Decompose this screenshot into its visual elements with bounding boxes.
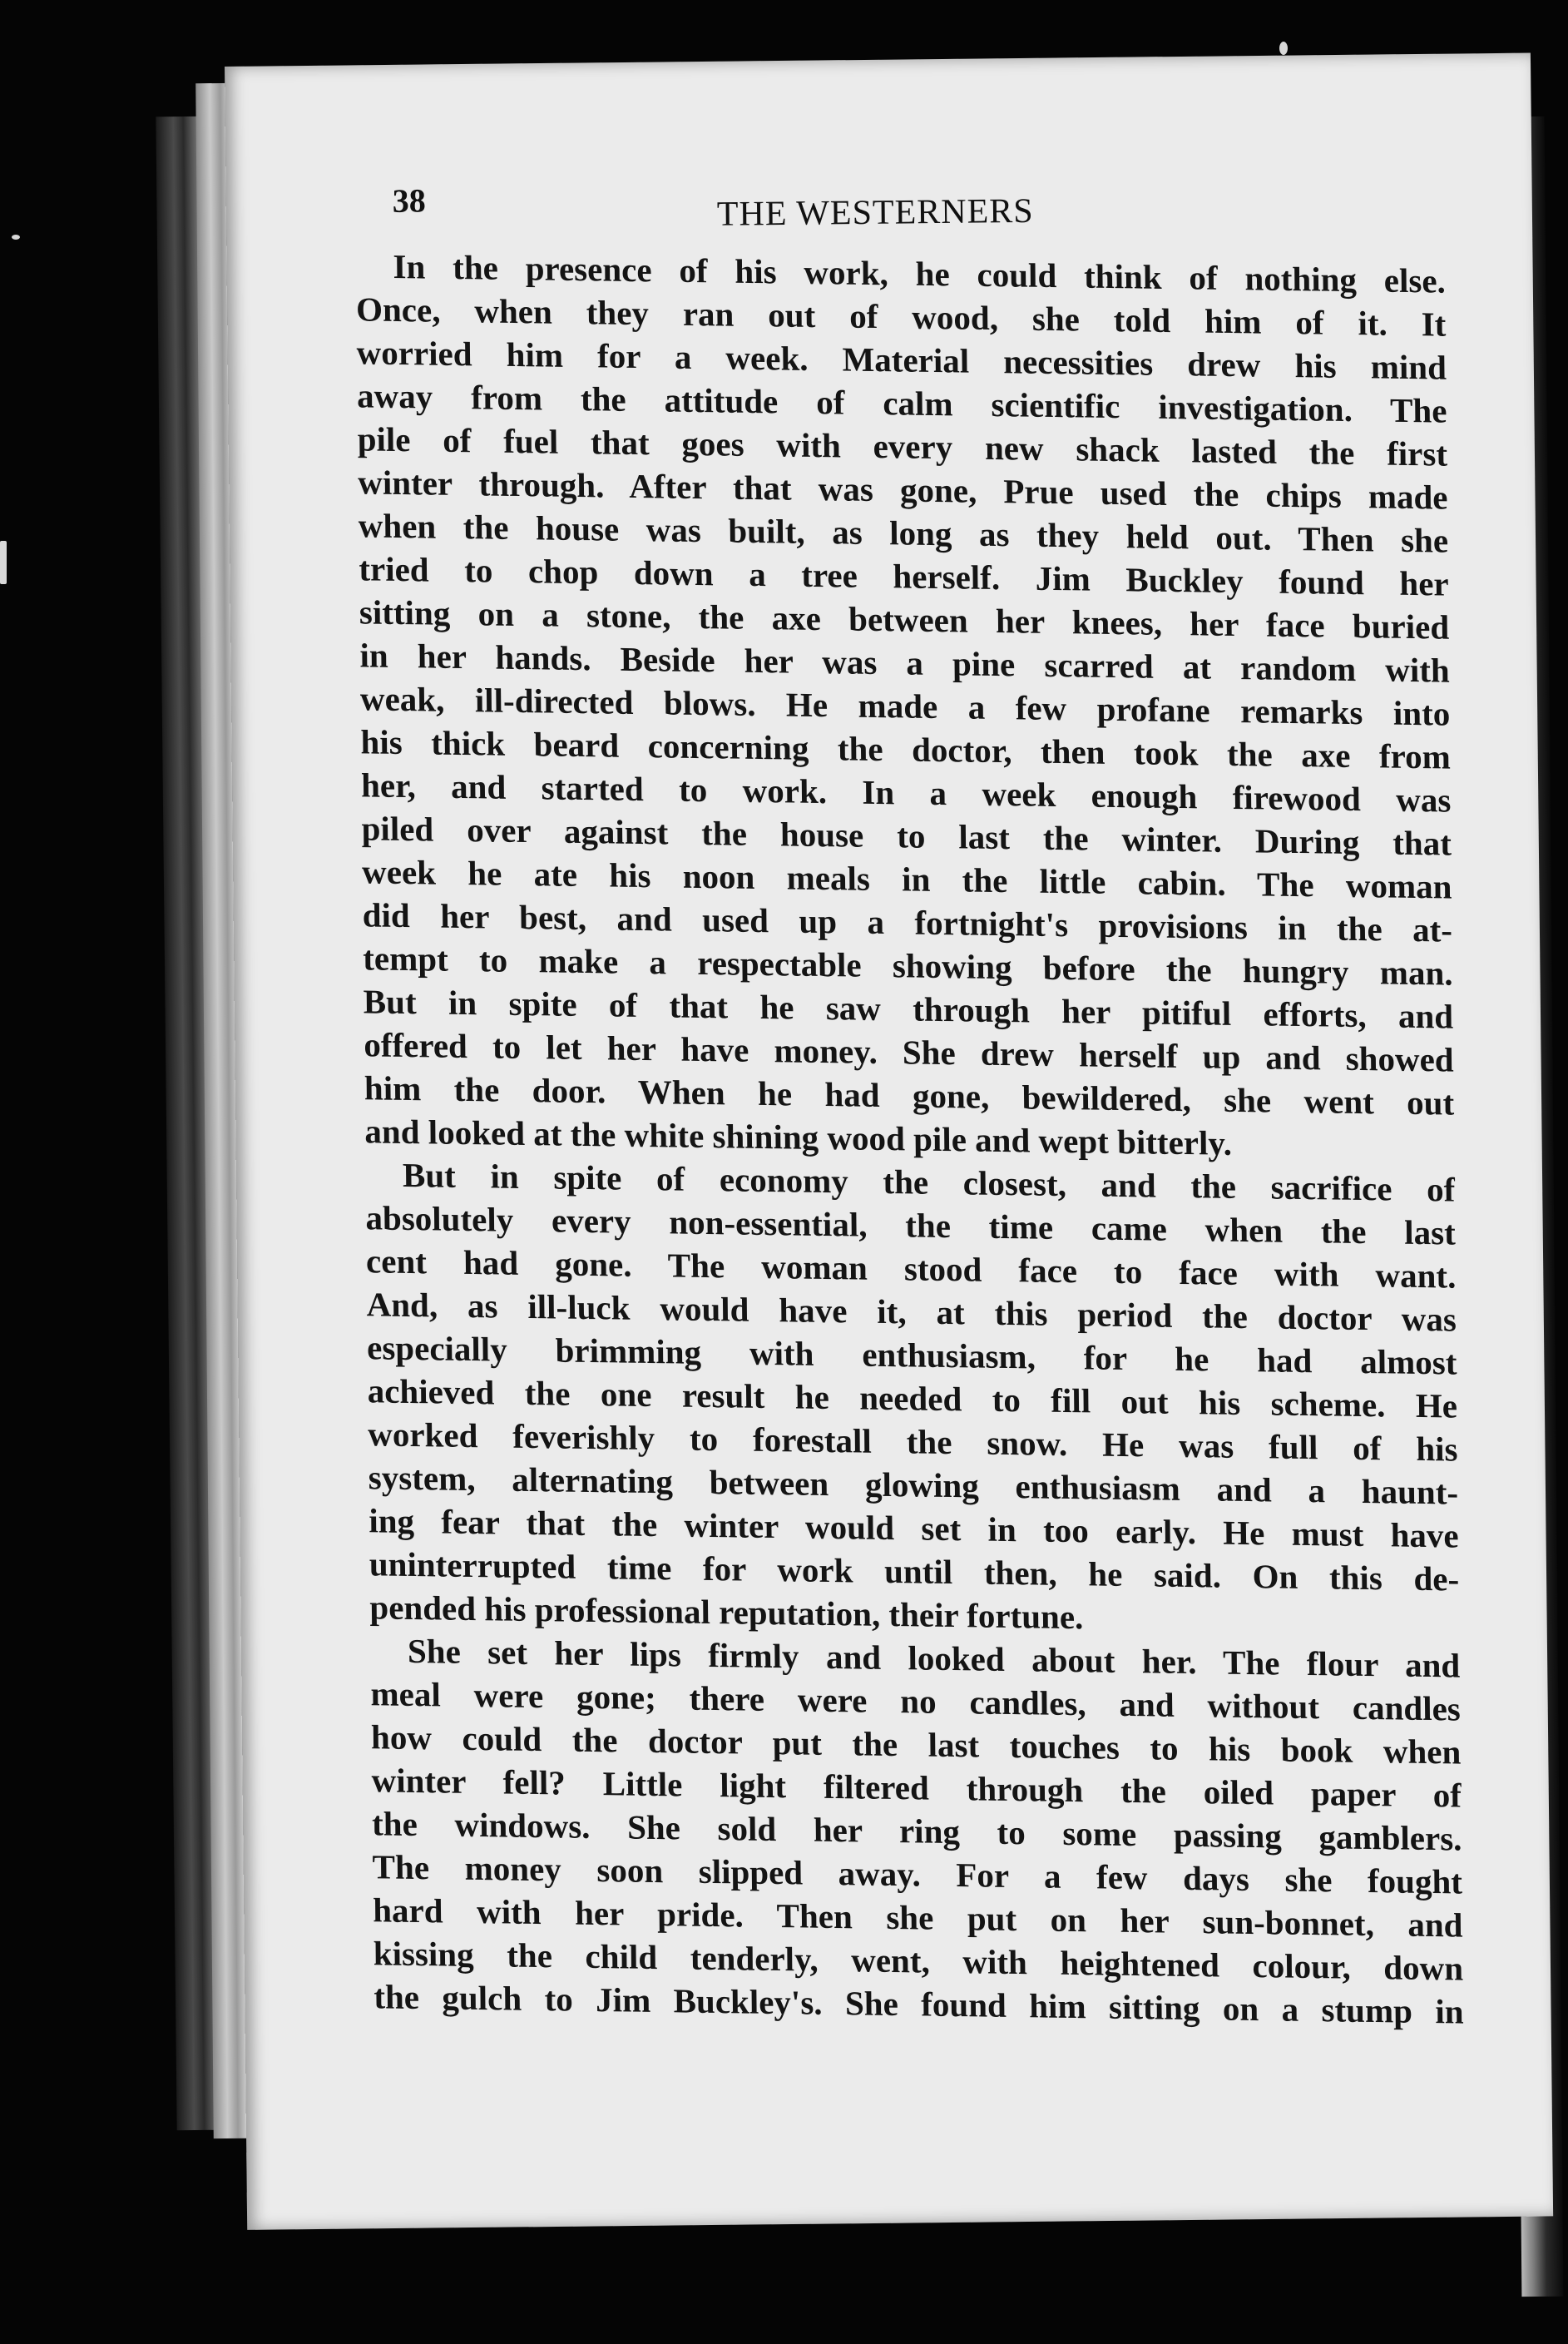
text-line: him the door. When he had gone, bewildered, she went out: [364, 1068, 1455, 1122]
text-line: especially brimming with enthusiasm, for he had almost: [366, 1328, 1457, 1382]
text-line: Once, when they ran out of wood, she told him of it. It: [355, 290, 1447, 344]
text-line: the windows. She sold her ring to some passing gamblers.: [371, 1804, 1462, 1858]
text-line: And, as ill-luck would have it, at this period the doctor was: [366, 1285, 1457, 1339]
text-line: piled over against the house to last the winter. During that: [361, 809, 1452, 863]
scan-speck: [0, 541, 7, 584]
scan-speck: [1279, 42, 1288, 55]
text-line: and looked at the white shining wood pile and wept bitterly.: [364, 1112, 1233, 1162]
text-line: offered to let her have money. She drew herself up and showed: [364, 1025, 1454, 1079]
text-line: his thick beard concerning the doctor, then took the axe from: [360, 722, 1452, 776]
text-line: the gulch to Jim Buckley's. She found him sitting on a stump in: [373, 1977, 1464, 2031]
scan-speck: [12, 235, 20, 240]
text-line: away from the attitude of calm scientific investigation. The: [356, 376, 1447, 430]
text-line: tempt to make a respectable showing before the hungry man.: [362, 939, 1453, 993]
text-line: But in spite of that he saw through her pitiful efforts, and: [363, 982, 1454, 1036]
text-line: meal were gone; there were no candles, and without candles: [370, 1674, 1461, 1728]
text-line: winter fell? Little light filtered through the oiled paper of: [371, 1761, 1462, 1815]
text-line: sitting on a stone, the axe between her knees, her face buried: [359, 592, 1450, 647]
text-line: worked feverishly to forestall the snow. He was full of his: [367, 1415, 1458, 1469]
page-number: 38: [392, 181, 426, 220]
text-line: in her hands. Beside her was a pine scarred at random with: [359, 636, 1450, 690]
text-line: how could the doctor put the last touches to his book when: [370, 1717, 1462, 1772]
text-line: worried him for a week. Material necessities drew his mind: [356, 333, 1447, 387]
text-line: pile of fuel that goes with every new shack lasted the first: [357, 419, 1448, 473]
text-line: her, and started to work. In a week enough firewood was: [360, 766, 1452, 820]
text-line: did her best, and used up a fortnight's provisions in the at-: [362, 895, 1453, 949]
text-line: when the house was built, as long as they held out. Then she: [358, 506, 1449, 560]
text-line: tried to chop down a tree herself. Jim Buckley found her: [359, 549, 1449, 603]
text-line: system, alternating between glowing enthusiasm and a haunt-: [368, 1458, 1459, 1512]
text-line: She set her lips firmly and looked about her. The flour and: [407, 1631, 1461, 1685]
text-line: The money soon slipped away. For a few days she fought: [372, 1847, 1463, 1901]
running-head: THE WESTERNERS: [716, 191, 1034, 234]
text-line: kissing the child tenderly, went, with heightened colour, down: [373, 1934, 1464, 1988]
text-line: In the presence of his work, he could think of nothing else.: [393, 246, 1447, 300]
text-line: ing fear that the winter would set in too early. He must have: [369, 1501, 1459, 1555]
text-line: pended his professional reputation, their fortune.: [369, 1588, 1084, 1637]
text-line: But in spite of economy the closest, and the sacrifice of: [402, 1155, 1456, 1209]
text-line: uninterrupted time for work until then, he said. On this de-: [369, 1544, 1460, 1598]
text-line: week he ate his noon meals in the little cabin. The woman: [361, 852, 1452, 906]
text-line: cent had gone. The woman stood face to face with want.: [365, 1241, 1457, 1296]
text-line: winter through. After that was gone, Prue used the chips made: [357, 463, 1448, 517]
text-line: hard with her pride. Then she put on her sun-bonnet, and: [372, 1891, 1463, 1945]
body-text: [355, 244, 1464, 2033]
text-line: weak, ill-directed blows. He made a few profane remarks into: [359, 679, 1451, 733]
text-line: achieved the one result he needed to fill out his scheme. He: [367, 1371, 1458, 1425]
text-line: absolutely every non-essential, the time came when the last: [365, 1198, 1456, 1252]
book-page: [225, 53, 1553, 2230]
